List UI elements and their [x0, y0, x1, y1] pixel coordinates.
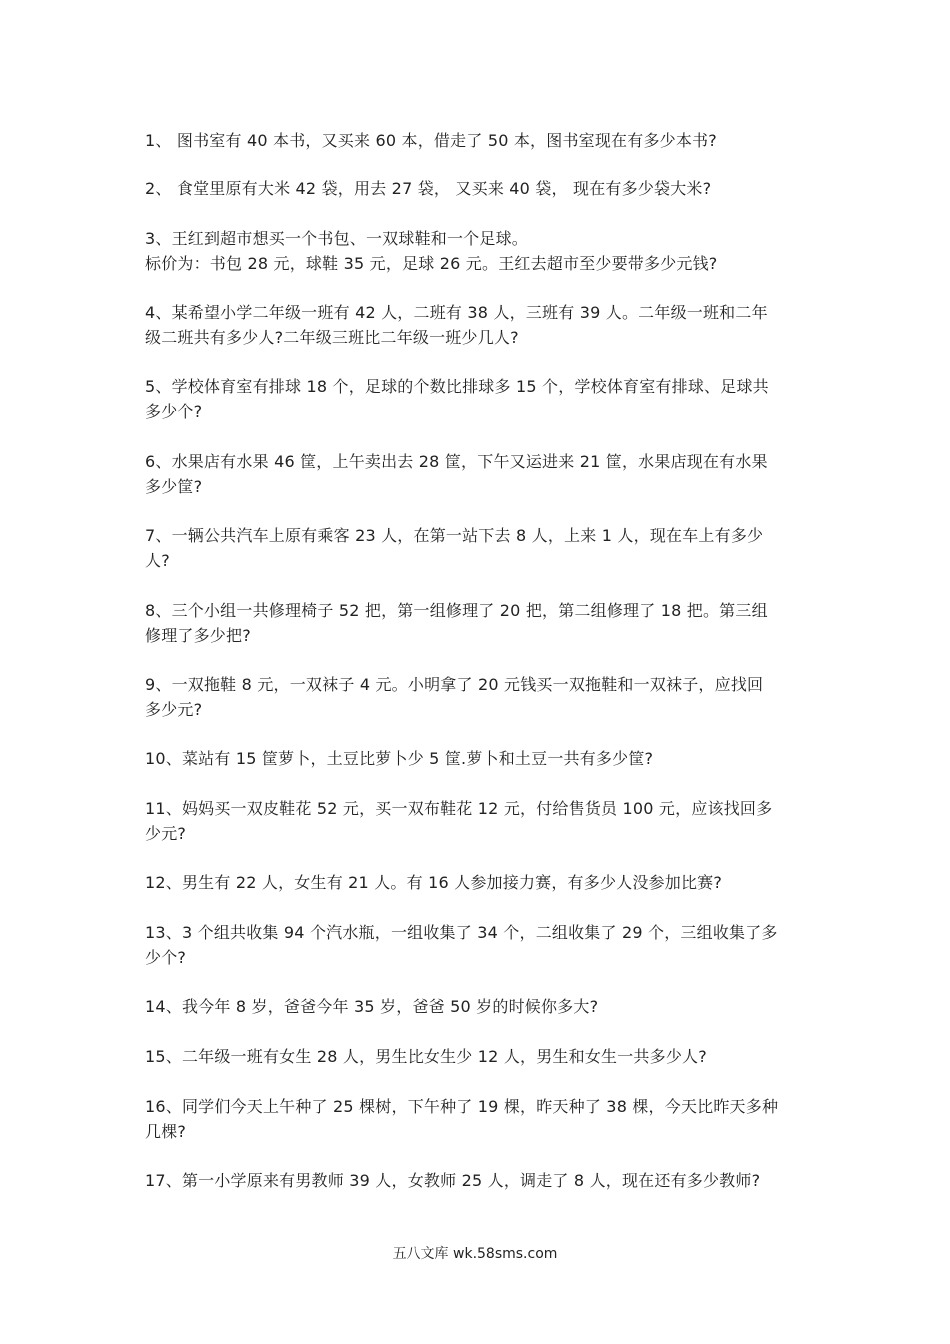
problem-2 [145, 176, 810, 201]
problem-line: 13、3 个组共收集 94 个汽水瓶，一组收集了 34 个，二组收集了 29 个，三组收集了多 [145, 923, 778, 942]
problem-line: 几棵? [145, 1122, 187, 1141]
problem-line: 11、妈妈买一双皮鞋花 52 元，买一双布鞋花 12 元，付给售货员 100 元，应该找回多 [145, 799, 773, 818]
problem-line: 8、三个小组一共修理椅子 52 把，第一组修理了 20 把，第二组修理了 18 把。第三组 [145, 601, 768, 620]
problem-line: 标价为：书包 28 元，球鞋 35 元，足球 26 元。王红去超市至少要带多少元钱? [145, 254, 718, 273]
problem-line: 6、水果店有水果 46 筐，上午卖出去 28 筐，下午又运进来 21 筐，水果店现在有水果 [145, 452, 768, 471]
problem-line: 1、 图书室有 40 本书，又买来 60 本，借走了 50 本，图书室现在有多少本书? [145, 131, 717, 150]
problem-line: 3、王红到超市想买一个书包、一双球鞋和一个足球。 [145, 229, 528, 248]
problem-line: 多少个? [145, 402, 203, 421]
problem-line: 7、一辆公共汽车上原有乘客 23 人，在第一站下去 8 人，上来 1 人，现在车上有多少 [145, 526, 764, 545]
problem-5 [145, 374, 810, 424]
problem-12 [145, 870, 810, 895]
problem-line: 12、男生有 22 人，女生有 21 人。有 16 人参加接力赛，有多少人没参加比赛? [145, 873, 723, 892]
problem-line: 17、第一小学原来有男教师 39 人，女教师 25 人，调走了 8 人，现在还有多少教师? [145, 1171, 761, 1190]
problem-14 [145, 994, 810, 1019]
problem-line: 多少元? [145, 700, 203, 719]
problem-3 [145, 226, 810, 276]
problem-7 [145, 523, 810, 573]
problem-1 [145, 128, 810, 153]
problem-line: 15、二年级一班有女生 28 人，男生比女生少 12 人，男生和女生一共多少人? [145, 1047, 707, 1066]
problem-16 [145, 1094, 810, 1144]
footer-watermark: 五八文库 wk.58sms.com [392, 1246, 558, 1262]
problem-6 [145, 449, 810, 499]
problem-line: 10、菜站有 15 筐萝卜，土豆比萝卜少 5 筐.萝卜和土豆一共有多少筐? [145, 749, 654, 768]
problem-line: 16、同学们今天上午种了 25 棵树，下午种了 19 棵，昨天种了 38 棵，今天比昨天多种 [145, 1097, 779, 1116]
problem-line: 人? [145, 551, 170, 570]
problem-line: 4、某希望小学二年级一班有 42 人，二班有 38 人，三班有 39 人。二年级一班和二年 [145, 303, 768, 322]
problem-line: 少元? [145, 824, 187, 843]
problem-9 [145, 672, 810, 722]
problem-10 [145, 746, 810, 771]
problem-line: 5、学校体育室有排球 18 个，足球的个数比排球多 15 个，学校体育室有排球、足球共 [145, 377, 769, 396]
problem-13 [145, 920, 810, 970]
problem-line: 14、我今年 8 岁，爸爸今年 35 岁，爸爸 50 岁的时候你多大? [145, 997, 599, 1016]
problem-4 [145, 300, 810, 350]
problem-11 [145, 796, 810, 846]
problem-line: 修理了多少把? [145, 626, 251, 645]
problem-line: 多少筐? [145, 477, 203, 496]
problem-line: 少个? [145, 948, 187, 967]
problem-line: 级二班共有多少人?二年级三班比二年级一班少几人? [145, 328, 519, 347]
problem-17 [145, 1168, 810, 1193]
problem-line: 9、一双拖鞋 8 元，一双袜子 4 元。小明拿了 20 元钱买一双拖鞋和一双袜子，应找回 [145, 675, 764, 694]
problem-line: 2、 食堂里原有大米 42 袋，用去 27 袋， 又买来 40 袋， 现在有多少袋大米? [145, 179, 712, 198]
problem-8 [145, 598, 810, 648]
problem-15 [145, 1044, 810, 1069]
